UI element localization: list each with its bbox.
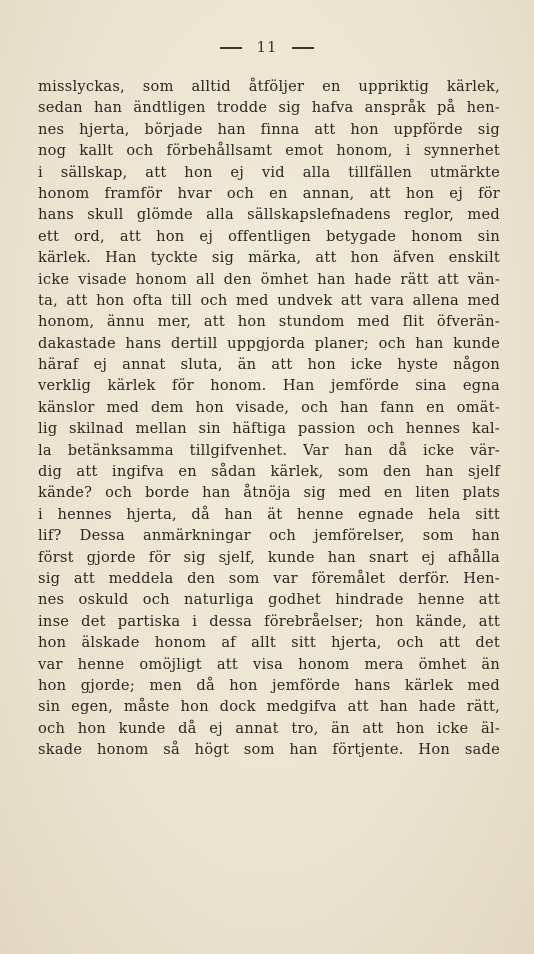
text-line: inse det partiska i dessa förebråelser; hon kände, att [38,612,500,630]
text-line: hon älskade honom af allt sitt hjerta, och att det [38,634,500,652]
header-dash-right [292,47,314,49]
text-line: nog kallt och förbehållsamt emot honom, i synnerhet [38,142,500,160]
text-line: sedan han ändtligen trodde sig hafva anspråk på hen- [38,99,500,117]
page-header [0,38,534,56]
text-line: lig skilnad mellan sin häftiga passion och hennes kal- [38,420,500,438]
text-line: misslyckas, som alltid åtföljer en uppriktig kärlek, [38,78,500,95]
text-line: i sällskap, att hon ej vid alla tillfällen utmärkte [38,163,500,181]
text-line: dakastade hans dertill uppgjorda planer; och han kunde [38,334,500,352]
text-line: hon gjorde; men då hon jemförde hans kärlek med [38,676,500,694]
text-line: känslor med dem hon visade, och han fann en omät- [38,398,500,416]
text-line: ett ord, att hon ej offentligen betygade honom sin [38,227,500,245]
text-line: och hon kunde då ej annat tro, än att hon icke äl- [38,719,500,737]
text-line: först gjorde för sig sjelf, kunde han snart ej afhålla [38,548,500,566]
text-line: verklig kärlek för honom. Han jemförde sina egna [38,377,500,395]
text-line: häraf ej annat sluta, än att hon icke hyste någon [38,356,500,374]
header-dash-left [220,47,242,49]
text-line: i hennes hjerta, då han ät henne egnade hela sitt [38,505,500,523]
text-line: kärlek. Han tyckte sig märka, att hon äfven enskilt [38,249,500,267]
text-line: nes hjerta, började han finna att hon uppförde sig [38,120,500,138]
text-line: icke visade honom all den ömhet han hade rätt att vän- [38,270,500,288]
text-line: nes oskuld och naturliga godhet hindrade henne att [38,591,500,609]
text-line: skade honom så högt som han förtjente. Hon sade [38,741,500,759]
text-line: dig att ingifva en sådan kärlek, som den han sjelf [38,463,500,481]
text-line: var henne omöjligt att visa honom mera ömhet än [38,655,500,673]
text-line: honom, ännu mer, att hon stundom med flit öfverän- [38,313,500,331]
page-number: 11 [256,38,278,56]
text-line: hans skull glömde alla sällskapslefnadens reglor, med [38,206,500,224]
text-line: honom framför hvar och en annan, att hon ej för [38,184,500,202]
text-line: la betänksamma tillgifvenhet. Var han då icke vär- [38,441,500,459]
body-text [38,76,500,761]
text-line: ta, att hon ofta till och med undvek att vara allena med [38,291,500,309]
text-line: sig att meddela den som var föremålet derför. Hen- [38,569,500,587]
text-line: kände? och borde han åtnöja sig med en liten plats [38,484,500,502]
text-line: lif? Dessa anmärkningar och jemförelser, som han [38,527,500,545]
text-line: sin egen, måste hon dock medgifva att han hade rätt, [38,698,500,716]
